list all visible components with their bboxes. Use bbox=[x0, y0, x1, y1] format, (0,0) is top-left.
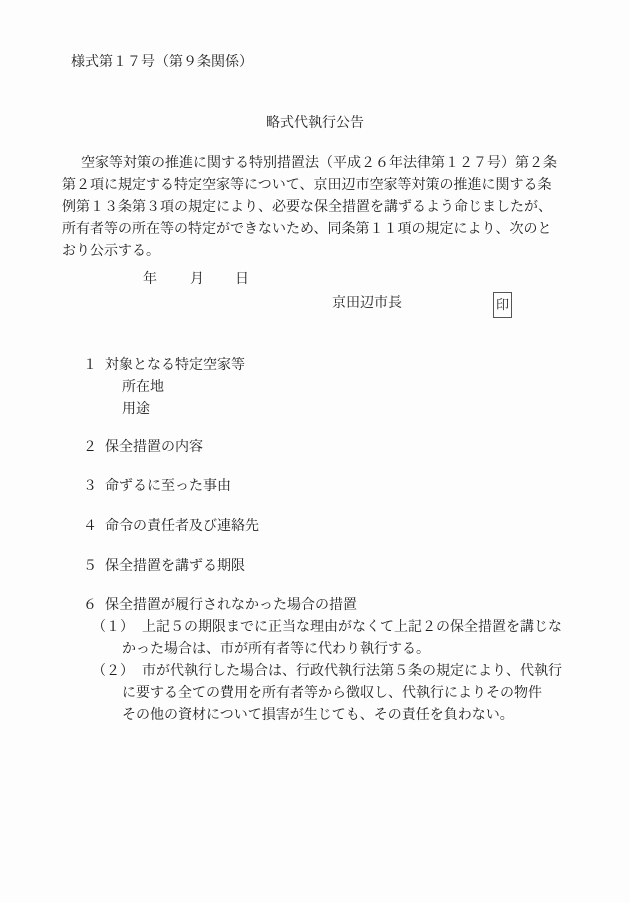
date-day-label: 日 bbox=[235, 271, 249, 287]
date-month-label: 月 bbox=[190, 271, 204, 287]
item-number: ２ bbox=[83, 439, 97, 455]
date-year-label: 年 bbox=[143, 271, 157, 287]
item-sub-text: 用途 bbox=[122, 401, 150, 417]
paragraph-line: 第２項に規定する特定空家等について、京田辺市空家等対策の推進に関する条 bbox=[62, 177, 552, 193]
paragraph-line: 空家等対策の推進に関する特別措置法（平成２６年法律第１２７号）第２条 bbox=[81, 155, 557, 171]
item-number: １ bbox=[83, 357, 97, 373]
paragraph-line: おり公示する。 bbox=[62, 243, 160, 259]
sub-item-label: （１） bbox=[92, 619, 134, 635]
sub-item-label: （２） bbox=[92, 663, 134, 679]
sub-item-text: かった場合は、市が所有者等に代わり執行する。 bbox=[122, 641, 430, 657]
item-text: 対象となる特定空家等 bbox=[105, 357, 245, 373]
sub-item-text: その他の資材について損害が生じても、その責任を負わない。 bbox=[122, 707, 514, 723]
sub-item-text: 上記５の期限までに正当な理由がなくて上記２の保全措置を講じな bbox=[142, 619, 562, 635]
signer-name: 京田辺市長 bbox=[332, 295, 402, 311]
item-number: ３ bbox=[83, 478, 97, 494]
item-text: 保全措置の内容 bbox=[105, 439, 203, 455]
item-sub-text: 所在地 bbox=[122, 379, 164, 395]
form-note: 様式第１７号（第９条関係） bbox=[71, 54, 253, 70]
item-text: 命令の責任者及び連絡先 bbox=[105, 518, 259, 534]
page-title: 略式代執行公告 bbox=[266, 115, 364, 131]
sub-item-text: 市が代執行した場合は、行政代執行法第５条の規定により、代執行 bbox=[142, 663, 562, 679]
item-text: 保全措置が履行されなかった場合の措置 bbox=[105, 597, 357, 613]
item-number: ５ bbox=[83, 558, 97, 574]
item-number: ６ bbox=[83, 597, 97, 613]
item-number: ４ bbox=[83, 518, 97, 534]
item-text: 命ずるに至った事由 bbox=[105, 478, 231, 494]
item-text: 保全措置を講ずる期限 bbox=[105, 558, 245, 574]
seal-stamp-label: 印 bbox=[495, 297, 509, 313]
seal-box bbox=[493, 292, 512, 318]
paragraph-line: 例第１３条第３項の規定により、必要な保全措置を講ずるよう命じましたが、 bbox=[62, 199, 552, 215]
sub-item-text: に要する全ての費用を所有者等から徴収し、代執行によりその物件 bbox=[122, 685, 542, 701]
paragraph-line: 所有者等の所在等の特定ができないため、同条第１１項の規定により、次のと bbox=[62, 221, 552, 237]
